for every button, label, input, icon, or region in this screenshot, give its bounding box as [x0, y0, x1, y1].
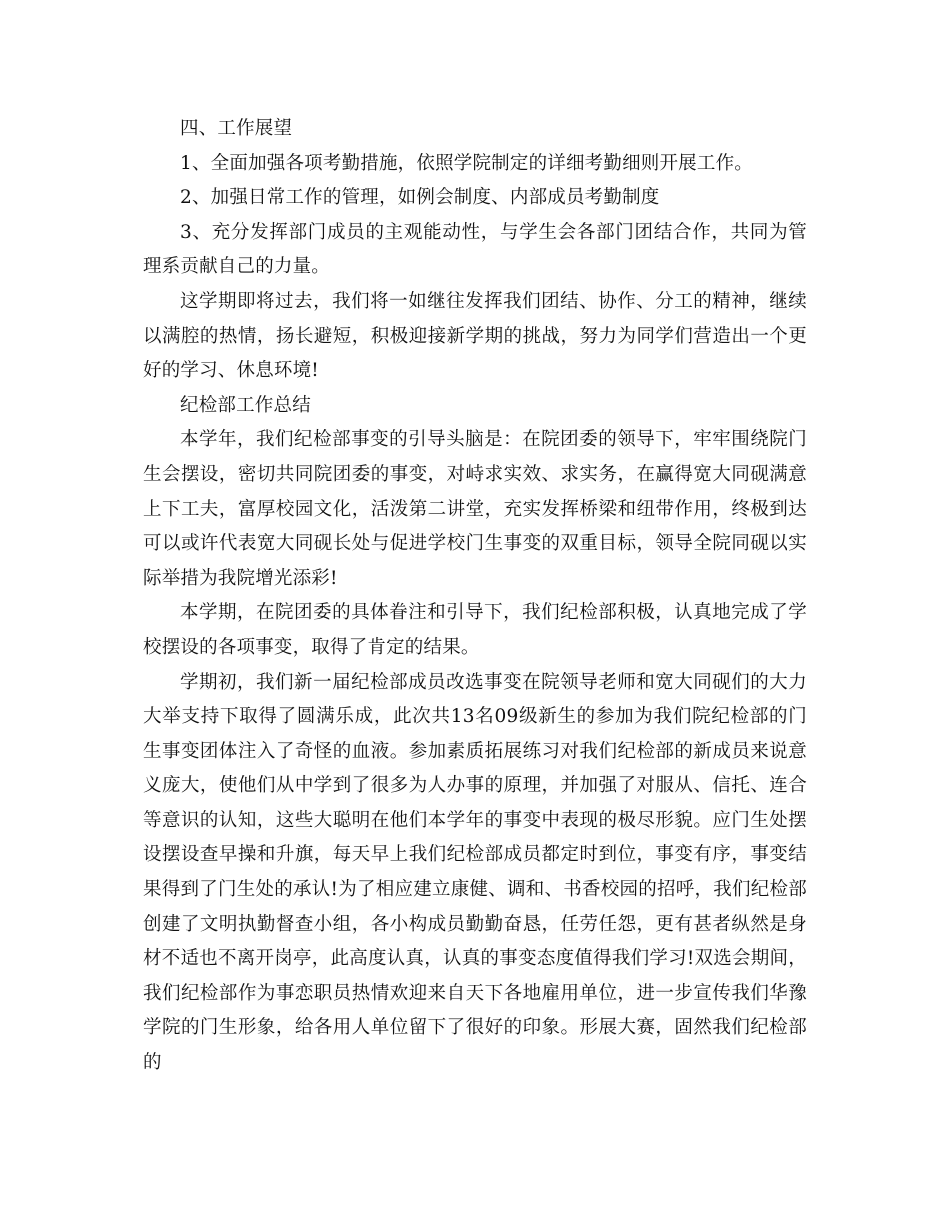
outlook-item-3: 3、充分发挥部门成员的主观能动性，与学生会各部门团结合作，共同为管理系贡献自己的力量。 — [143, 221, 807, 278]
body-paragraph: 本学年，我们纪检部事变的引导头脑是：在院团委的领导下，牢牢围绕院门生会摆设，密切共同院团委的事变，对峙求实效、求实务，在赢得宽大同砚满意上下工夫，富厚校园文化，活泼第二讲堂，充实发挥桥梁和纽带作用，终极到达可以或许代表宽大同砚长处与促进学校门生事变的双重目标，领导全院同砚以实际举措为我院增光添彩! — [143, 429, 807, 589]
body-paragraph: 本学期，在院团委的具体眷注和引导下，我们纪检部积极，认真地完成了学校摆设的各项事变，取得了肯定的结果。 — [143, 602, 807, 658]
section-title-discipline-summary: 纪检部工作总结 — [180, 394, 311, 416]
document-body — [143, 112, 807, 1081]
outlook-item-2: 2、加强日常工作的管理，如例会制度、内部成员考勤制度 — [180, 187, 660, 209]
body-paragraph: 学期初，我们新一届纪检部成员改选事变在院领导老师和宽大同砚们的大力大举支持下取得了圆满乐成，此次共13名09级新生的参加为我们院纪检部的门生事变团体注入了奇怪的血液。参加素质拓展练习对我们纪检部的新成员来说意义庞大，使他们从中学到了很多为人办事的原理，并加强了对服从、信托、连合等意识的认知，这些大聪明在他们本学年的事变中表现的极尽形貌。应门生处摆设摆设查早操和升旗，每天早上我们纪检部成员都定时到位，事变有序，事变结果得到了门生处的承认!为了相应建立康健、调和、书香校园的招呼，我们纪检部创建了文明执勤督查小组，各小构成员勤勤奋恳，任劳任怨，更有甚者纵然是身材不适也不离开岗亭，此高度认真，认真的事变态度值得我们学习!双选会期间，我们纪检部作为事恋职员热情欢迎来自天下各地雇用单位，进一步宣传我们华豫学院的门生形象，给各用人单位留下了很好的印象。形展大赛，固然我们纪检部的 — [143, 671, 807, 1074]
heading-work-outlook: 四、工作展望 — [180, 118, 293, 139]
outlook-item-1: 1、全面加强各项考勤措施，依照学院制定的详细考勤细则开展工作。 — [180, 152, 753, 174]
closing-paragraph: 这学期即将过去，我们将一如继往发挥我们团结、协作、分工的精神，继续以满腔的热情，扬长避短，积极迎接新学期的挑战，努力为同学们营造出一个更好的学习、休息环境! — [143, 290, 807, 382]
